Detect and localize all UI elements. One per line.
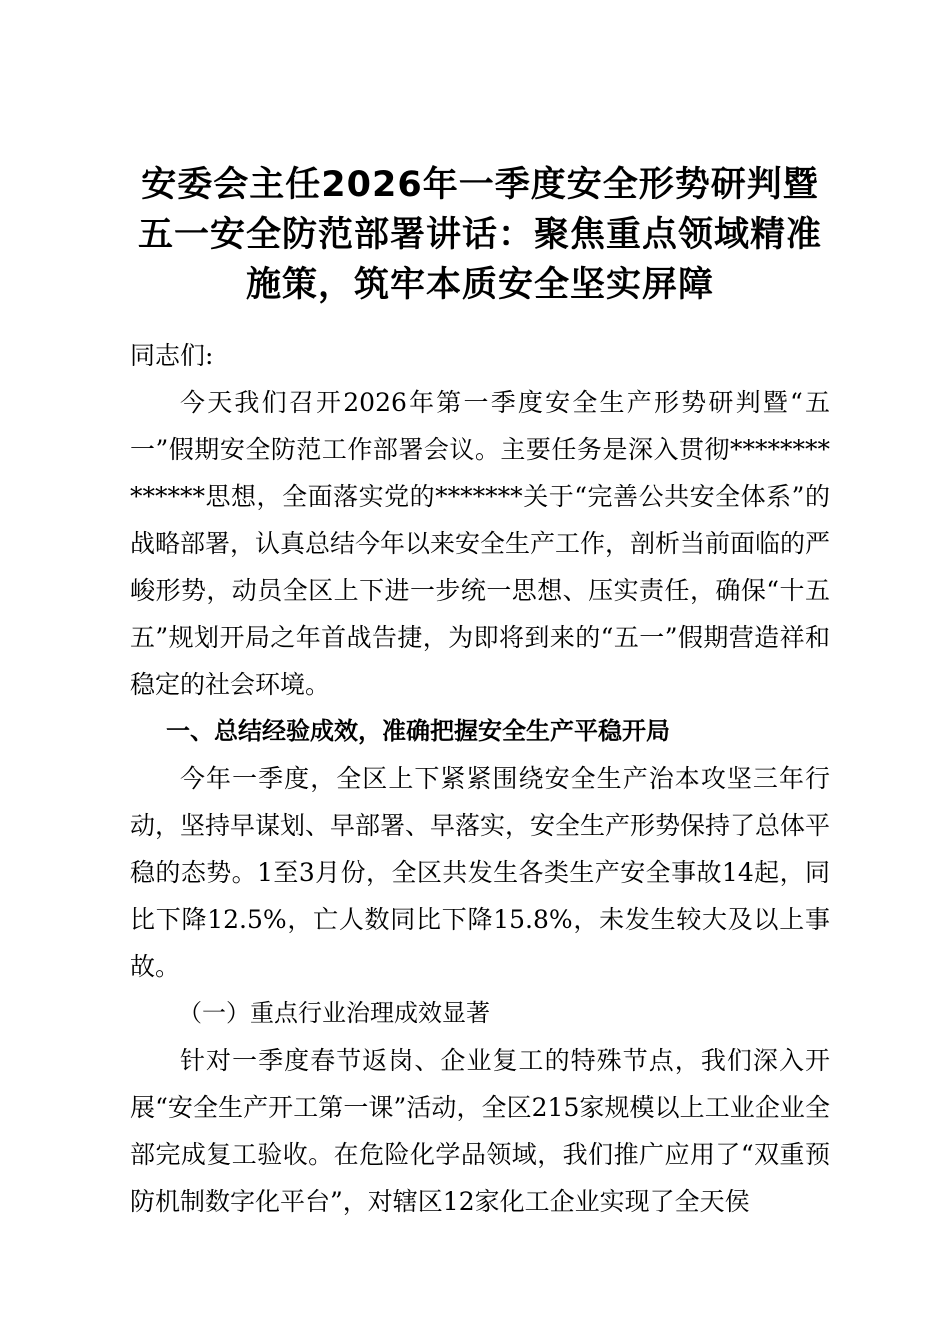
subsection-paragraph: 针对一季度春节返岗、企业复工的特殊节点，我们深入开展“安全生产开工第一课”活动，全区215家规模以上工业企业全部完成复工验收。在危险化学品领域，我们推广应用了“双重预防机制数字化平台”，对辖区12家化工企业实现了全天侯 bbox=[130, 1046, 830, 1216]
document-page bbox=[130, 160, 830, 1225]
section-paragraph: 今年一季度，全区上下紧紧围绕安全生产治本攻坚三年行动，坚持早谋划、早部署、早落实，安全生产形势保持了总体平稳的态势。1至3月份，全区共发生各类生产安全事故14起，同比下降12.5%，亡人数同比下降15.8%，未发生较大及以上事故。 bbox=[130, 764, 831, 981]
section-heading: 一、总结经验成效，准确把握安全生产平稳开局 bbox=[166, 717, 670, 745]
document-title: 安委会主任2026年一季度安全形势研判暨五一安全防范部署讲话：聚焦重点领域精准施策，筑牢本质安全坚实屏障 bbox=[137, 165, 822, 305]
subsection-heading: （一）重点行业治理成效显著 bbox=[178, 999, 490, 1027]
salutation: 同志们: bbox=[130, 341, 214, 370]
intro-paragraph: 今天我们召开2026年第一季度安全生产形势研判暨“五一”假期安全防范工作部署会议。主要任务是深入贯彻**************思想，全面落实党的*******关于“完善公共安全体系”的战略部署，认真总结今年以来安全生产工作，剖析当前面临的严峻形势，动员全区上下进一步统一思想、压实责任，确保“十五五”规划开局之年首战告捷，为即将到来的“五一”假期营造祥和稳定的社会环境。 bbox=[130, 388, 831, 699]
